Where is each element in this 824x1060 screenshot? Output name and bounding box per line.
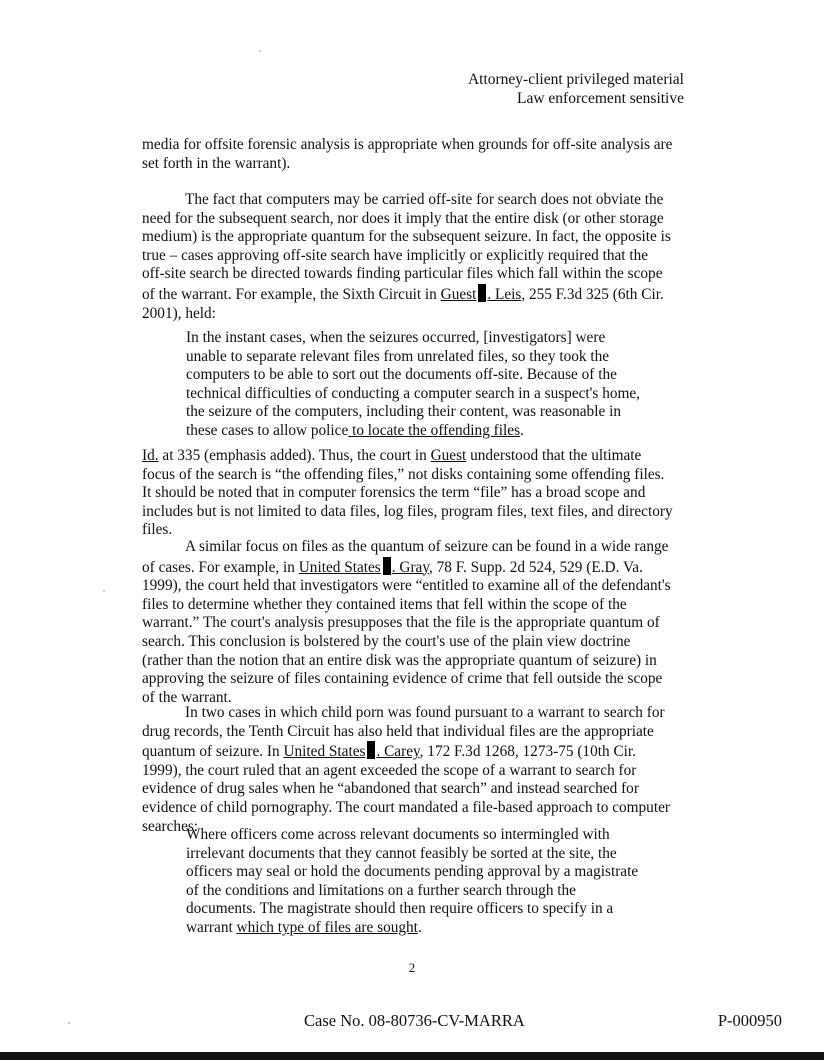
quote-1-emphasis: to locate the offending files (348, 421, 521, 439)
paragraph-2-text-b: , 255 F.3d 325 (6th Cir. 2001), held: (142, 285, 664, 322)
redaction-box (383, 557, 391, 575)
scan-speck (259, 50, 261, 52)
quote-2-emphasis: which type of files are sought (236, 918, 418, 936)
block-quote-1 (186, 329, 646, 441)
footer-case-number: Case No. 08-80736-CV-MARRA (304, 1011, 525, 1030)
scan-speck (103, 590, 105, 592)
scan-edge-bar (0, 1052, 824, 1060)
header-line-1: Attorney-client privileged material (467, 71, 684, 88)
paragraph-3 (142, 447, 673, 540)
paragraph-5-text-a: In two cases in which child porn was found pursuant to a warrant to search for drug records, the Tenth Circuit has also held that individual files are the appropriate quantum of seizure. In (142, 704, 665, 761)
paragraph-4 (142, 538, 673, 707)
paragraph-5-text-b: , 172 F.3d 1268, 1273-75 (10th Cir. 1999), the court ruled that an agent exceeded the scope of a warrant to search for evidence of drug sales when he “abandoned that search” and instead searched for evidence of child pornography. The court mandated a file-based approach to computer searches: (142, 743, 670, 835)
scan-speck (68, 1022, 70, 1024)
quote-1-text: In the instant cases, when the seizures occurred, [investigators] were unable to separate relevant files from unrelated files, so they took the computers to be able to sort out the documents off-site. Because of the technical difficulties of conducting a computer search in a suspect's home, the seizure of the computers, including their content, was reasonable in these cases to allow police (186, 329, 641, 439)
paragraph-4-text-a: A similar focus on files as the quantum of seizure can be found in a wide range of cases. For example, in (142, 538, 669, 576)
privilege-header (468, 70, 684, 108)
paragraph-2-text-a: The fact that computers may be carried off-site for search does not obviate the need for the subsequent search, nor does it imply that the entire disk (or other storage medium) is the appropriate quantum for the subsequent seizure. In fact, the opposite is true – cases approving off-site search have implicitly or explicitly required that the off-site search be directed towards finding particular files which fall within the scope of the warrant. For example, the Sixth Circuit in (142, 191, 671, 303)
paragraph-3-text-a: at 335 (emphasis added). Thus, the court in (158, 447, 431, 464)
block-quote-2 (186, 826, 646, 938)
case-name-guest: Guest (440, 285, 477, 303)
case-name-united-states-1: United States (298, 558, 381, 576)
case-name-guest-2: Guest (430, 447, 467, 464)
footer-bates-number: P-000950 (717, 1011, 782, 1030)
case-name-gray: . Gray (391, 558, 429, 576)
paragraph-1-text: media for offsite forensic analysis is appropriate when grounds for off-site analysis are set forth in the warrant). (142, 136, 673, 172)
page-number: 2 (408, 960, 416, 975)
paragraph-5 (142, 704, 673, 836)
case-name-leis: . Leis (487, 285, 522, 303)
redaction-box (478, 284, 486, 302)
header-line-2: Law enforcement sensitive (517, 90, 684, 107)
paragraph-3-text-b: understood that the ultimate focus of the search is “the offending files,” not disks containing some offending files. It should be noted that in computer forensics the term “file” has a broad scope and includes but is not limited to data files, log files, program files, text files, and directory files. (142, 447, 673, 539)
case-name-carey: . Carey (376, 743, 420, 761)
id-citation: Id. (142, 447, 159, 464)
quote-2-end: . (417, 918, 422, 936)
paragraph-2 (142, 191, 673, 323)
case-name-united-states-2: United States (283, 743, 366, 761)
paragraph-1 (142, 136, 673, 173)
paragraph-4-text-b: , 78 F. Supp. 2d 524, 529 (E.D. Va. 1999), the court held that investigators were “entitled to examine all of the defendant's files to determine whether they contained items that fell within the scope of the warrant.” The court's analysis presupposes that the file is the appropriate quantum of search. This conclusion is bolstered by the court's use of the plain view doctrine (rather than the notion that an entire disk was the appropriate quantum of seizure) in approving the seizure of files containing evidence of crime that fell outside the scope of the warrant. (142, 558, 671, 706)
quote-1-end: . (520, 421, 524, 439)
redaction-box (367, 741, 375, 759)
quote-2-text: Where officers come across relevant documents so intermingled with irrelevant documents that they cannot feasibly be sorted at the site, the officers may seal or hold the documents pending approval by a magistrate of the conditions and limitations on a further search through the documents. The magistrate should then require officers to specify in a warrant (186, 826, 639, 936)
